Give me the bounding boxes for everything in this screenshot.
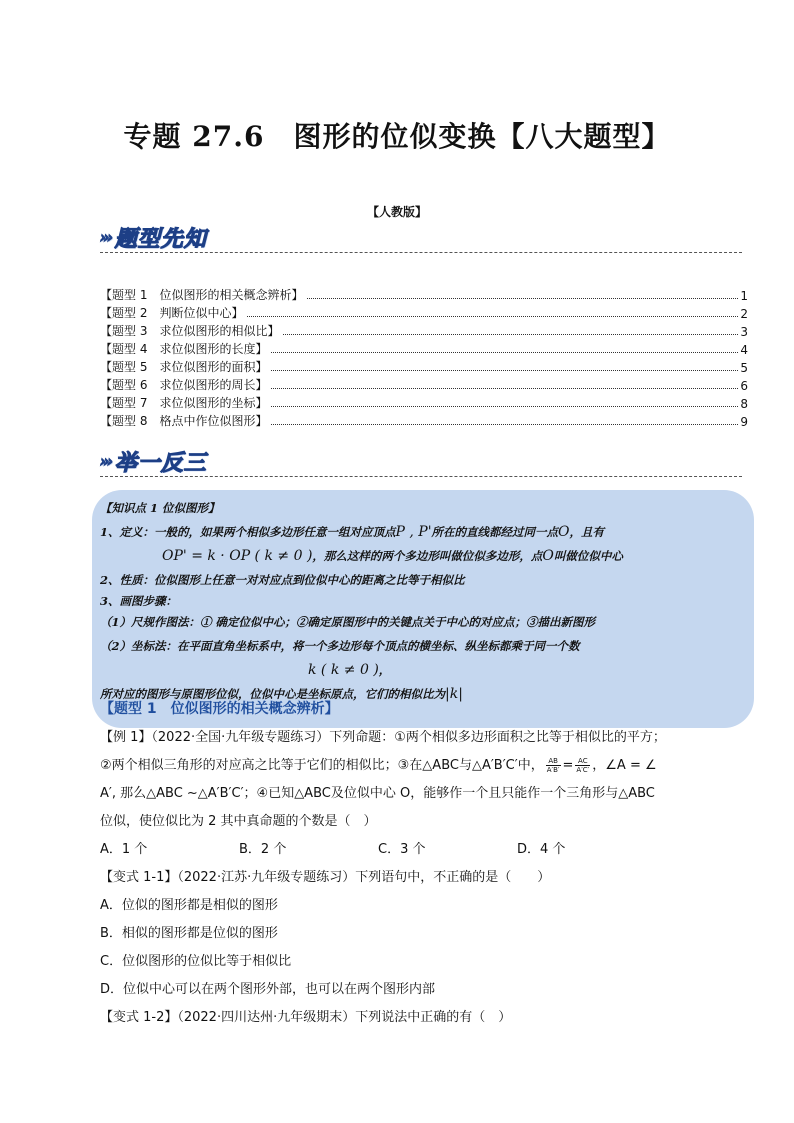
dot-leader xyxy=(271,388,738,389)
toc-page: 8 xyxy=(740,397,748,411)
variant-1-1-stem: 【变式 1-1】（2022·江苏·九年级专题练习）下列语句中，不正确的是（ ） xyxy=(100,870,551,885)
example-1-options xyxy=(100,836,710,864)
toc-label: 【题型 6 求位似图形的周长】 xyxy=(100,378,268,392)
option-c[interactable]: C．3 个 xyxy=(378,842,426,857)
option-d[interactable]: D．位似中心可以在两个图形外部，也可以在两个图形内部 xyxy=(100,982,436,997)
option-d[interactable]: D．4 个 xyxy=(517,842,566,857)
option-a[interactable]: A．位似的图形都是相似的图形 xyxy=(100,898,278,913)
toc-page: 2 xyxy=(740,307,748,321)
toc-page: 4 xyxy=(740,343,748,357)
toc-label: 【题型 5 求位似图形的面积】 xyxy=(100,360,268,374)
toc-item[interactable] xyxy=(100,303,748,321)
divider xyxy=(100,252,742,253)
toc-item[interactable] xyxy=(100,357,748,375)
section-banner-preview xyxy=(100,222,207,253)
example-1-line-3: A′, 那么△ABC ~△A′B′C′；④已知△ABC及位似中心 O，能够作一个且只能作一个三角形与△ABC xyxy=(100,786,655,801)
dot-leader xyxy=(271,352,738,353)
example-1-line-1: 【例 1】（2022·全国·九年级专题练习）下列命题：①两个相似多边形面积之比等于相似比的平方； xyxy=(100,730,666,745)
variant-1-2-stem: 【变式 1-2】（2022·四川达州·九年级期末）下列说法中正确的有（ ） xyxy=(100,1010,512,1025)
step-1: （1）尺规作图法：① 确定位似中心；②确定原图形中的关键点关于中心的对应点；③描出新图形 xyxy=(100,615,596,629)
toc-label: 【题型 8 格点中作位似图形】 xyxy=(100,414,268,428)
toc-label: 【题型 4 求位似图形的长度】 xyxy=(100,342,268,356)
knowledge-content xyxy=(100,496,720,706)
problem-content xyxy=(100,724,710,1032)
arrows-icon: ››› xyxy=(100,454,111,470)
property-line: 2、性质：位似图形上任意一对对应点到位似中心的距离之比等于相似比 xyxy=(100,573,465,587)
toc-page: 3 xyxy=(740,325,748,339)
dot-leader xyxy=(307,298,738,299)
type-1-heading: 【题型 1 位似图形的相关概念辨析】 xyxy=(100,701,339,717)
option-c[interactable]: C．位似图形的位似比等于相似比 xyxy=(100,954,292,969)
dot-leader xyxy=(283,334,738,335)
option-a[interactable]: A．1 个 xyxy=(100,842,148,857)
steps-heading: 3、画图步骤： xyxy=(100,594,178,608)
toc-item[interactable] xyxy=(100,393,748,411)
banner-text: 举一反三 xyxy=(114,450,207,476)
knowledge-heading: 【知识点 1 位似图形】 xyxy=(100,501,220,515)
edition-label: 【人教版】 xyxy=(366,205,427,219)
toc-label: 【题型 3 求位似图形的相似比】 xyxy=(100,324,280,338)
toc-item[interactable] xyxy=(100,339,748,357)
toc-label: 【题型 7 求位似图形的坐标】 xyxy=(100,396,268,410)
toc-item[interactable] xyxy=(100,321,748,339)
fraction: $\frac{AC}{A'C'}$ xyxy=(576,757,590,774)
dot-leader xyxy=(271,424,738,425)
table-of-contents xyxy=(100,285,748,429)
definition-line: 1、定义：一般的，如果两个相似多边形任意一组对应顶点P , P'所在的直线都经过同一点O，且有 xyxy=(100,524,605,540)
toc-item[interactable] xyxy=(100,285,748,303)
option-b[interactable]: B．2 个 xyxy=(239,842,287,857)
toc-label: 【题型 2 判断位似中心】 xyxy=(100,306,244,320)
arrows-icon: ››› xyxy=(100,230,111,246)
definition-formula-line: OP' = k · OP ( k ≠ 0 )，那么这样的两个多边形叫做位似多边形，点O叫做位似中心 xyxy=(162,548,623,564)
toc-page: 5 xyxy=(740,361,748,375)
toc-page: 6 xyxy=(740,379,748,393)
toc-label: 【题型 1 位似图形的相关概念辨析】 xyxy=(100,288,304,302)
toc-item[interactable] xyxy=(100,411,748,429)
example-1-line-4: 位似，使位似比为 2 其中真命题的个数是（ ） xyxy=(100,814,377,829)
toc-item[interactable] xyxy=(100,375,748,393)
option-b[interactable]: B．相似的图形都是位似的图形 xyxy=(100,926,278,941)
fraction: $\frac{AB}{A'B'}$ xyxy=(546,757,560,774)
example-1-line-2: ②两个相似三角形的对应高之比等于它们的相似比；③在△ABC与△A′B′C′中， $\frac{AB}{A'B'}$ = $\frac{AC}{A'C'}$ ，∠A = ∠ xyxy=(100,757,657,774)
step-2-k: k ( k ≠ 0 )， xyxy=(308,662,391,678)
dot-leader xyxy=(247,316,738,317)
toc-page: 9 xyxy=(740,415,748,429)
divider xyxy=(100,476,742,477)
step-2-tail: 所对应的图形与原图形位似，位似中心是坐标原点，它们的相似比为|k| xyxy=(100,686,463,702)
document-title: 专题 27.6 图形的位似变换【八大题型】 xyxy=(123,120,671,153)
dot-leader xyxy=(271,406,738,407)
dot-leader xyxy=(271,370,738,371)
toc-page: 1 xyxy=(740,289,748,303)
section-banner-practice xyxy=(100,446,207,477)
banner-text: 题型先知 xyxy=(114,226,207,252)
step-2: （2）坐标法：在平面直角坐标系中，将一个多边形每个顶点的横坐标、纵坐标都乘于同一个数 xyxy=(100,639,580,653)
